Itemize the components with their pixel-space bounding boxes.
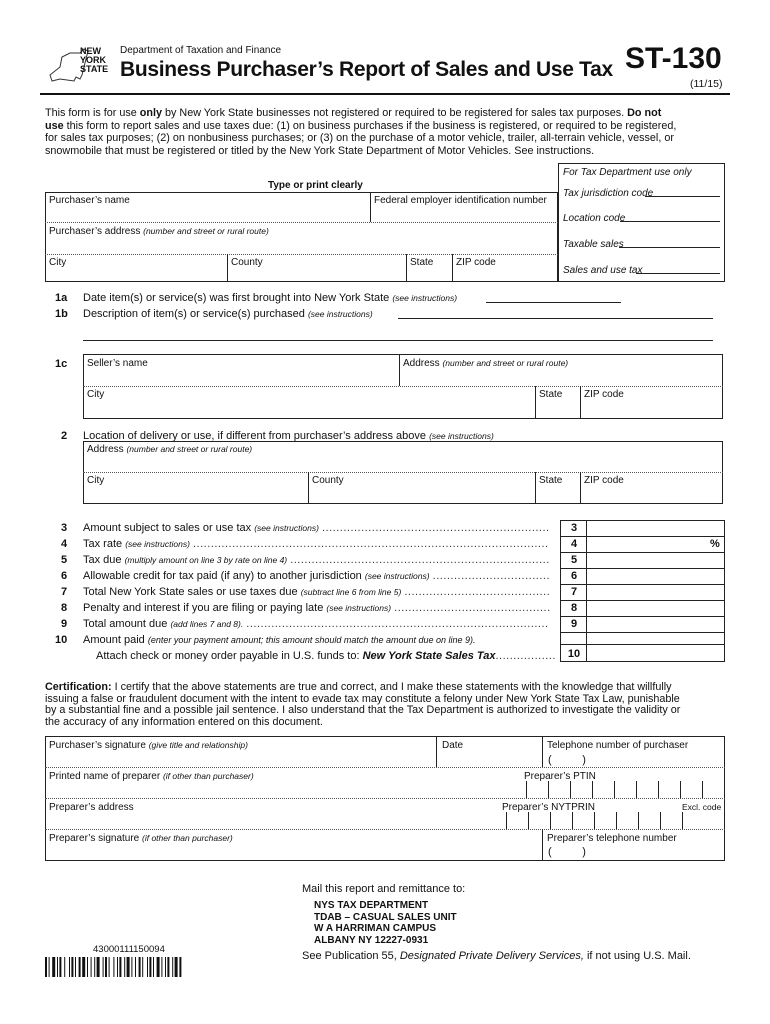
divider <box>83 472 723 473</box>
delivery-address-field[interactable] <box>87 444 252 455</box>
label: Preparer’s signature <box>49 833 140 844</box>
barcode-bar <box>142 957 143 977</box>
purchaser-phone-field[interactable]: ( ) <box>548 754 586 766</box>
publication-note <box>302 950 691 962</box>
barcode-bar <box>149 957 151 977</box>
line-text: Penalty and interest if you are filing or paying late (see instructions) ............................................ <box>83 602 551 614</box>
pub-title: Designated Private Delivery Services, <box>399 950 584 962</box>
delivery-city-field[interactable]: City <box>87 475 105 486</box>
line-number: 5 <box>61 554 68 566</box>
box-number: 8 <box>570 602 578 614</box>
intro-text: this form to report sales and use taxes due: (1) on business purchases if the business is registered, or required to be registered, <box>63 119 677 132</box>
line-text: Total New York State sales or use taxes due (subtract line 6 from line 5) ......................................... <box>83 586 551 598</box>
purchaser-address-field[interactable] <box>49 226 269 237</box>
line-text: Tax due (multiply amount on line 3 by rate on line 4) ......................................................................... <box>83 554 550 566</box>
barcode-bar <box>135 957 136 977</box>
barcode-bar <box>79 957 81 977</box>
purchaser-county-field[interactable]: County <box>231 257 263 268</box>
line-text: Tax rate (see instructions) .................................................................................................... <box>83 538 549 550</box>
form-number: ST-130 <box>625 42 722 75</box>
divider <box>406 254 407 282</box>
label: Tax due <box>83 554 122 566</box>
cert-label: Certification: <box>45 681 112 693</box>
address-line: W A HARRIMAN CAMPUS <box>314 923 437 934</box>
label: Date item(s) or service(s) was first brought into New York State <box>83 292 390 304</box>
label: Allowable credit for tax paid (if any) to another jurisdiction <box>83 570 362 582</box>
barcode-icon <box>45 957 220 977</box>
box-number: 10 <box>567 648 581 660</box>
divider <box>227 254 228 282</box>
dept-field-jurisdiction: Tax jurisdiction code <box>563 188 654 199</box>
char-box-divider[interactable] <box>528 812 529 829</box>
logo-text-new: NEW <box>80 46 101 56</box>
barcode-bar <box>147 957 148 977</box>
divider <box>83 386 723 387</box>
ptin-label: Preparer’s PTIN <box>524 771 596 782</box>
address-line: ALBANY NY 12227-0931 <box>314 934 429 946</box>
barcode-bar <box>45 957 47 977</box>
char-box-divider[interactable] <box>638 812 639 829</box>
line-1a-input[interactable] <box>486 302 621 303</box>
dept-field-sales-use-tax: Sales and use tax <box>563 265 643 276</box>
intro-paragraph <box>45 107 676 157</box>
nys-logo <box>40 45 120 85</box>
line-1b-input-continued[interactable] <box>83 340 713 341</box>
barcode-bar <box>157 957 160 977</box>
purchaser-signature-field[interactable] <box>49 740 248 751</box>
printed-name-field[interactable] <box>49 771 254 782</box>
divider <box>535 386 536 419</box>
seller-address-field[interactable] <box>403 358 568 369</box>
dept-field-location: Location code <box>563 213 626 224</box>
label: Tax rate <box>83 538 123 550</box>
line-number: 6 <box>61 570 68 582</box>
line-number: 3 <box>61 522 68 534</box>
amount-field-10[interactable] <box>587 644 724 661</box>
box-number: 5 <box>570 554 578 566</box>
divider <box>542 736 543 767</box>
intro-do-not: Do not <box>627 107 662 119</box>
divider <box>535 472 536 504</box>
barcode-number: 43000111150094 <box>93 944 165 955</box>
hint: (number and street or rural route) <box>126 444 253 454</box>
line-number: 9 <box>61 618 68 630</box>
label: Address <box>87 444 124 455</box>
barcode-bar <box>69 957 70 977</box>
date-field[interactable]: Date <box>442 740 464 751</box>
header-rule <box>40 93 730 95</box>
mail-intro: Mail this report and remittance to: <box>302 883 466 895</box>
char-box-divider[interactable] <box>572 812 573 829</box>
barcode-bar <box>161 957 162 977</box>
barcode-bar <box>139 957 141 977</box>
barcode-bar <box>64 957 65 977</box>
barcode-bar <box>127 957 130 977</box>
dept-field-line[interactable] <box>645 196 720 197</box>
divider <box>308 472 309 504</box>
form-title: Business Purchaser’s Report of Sales and Use Tax <box>120 58 613 81</box>
line-number: 1c <box>55 358 68 370</box>
char-box-divider[interactable] <box>614 781 615 798</box>
cert-text: the accuracy of any information entered on this document. <box>45 715 323 728</box>
line-text: Amount subject to sales or use tax (see instructions) ................................................................ <box>83 522 550 534</box>
logo-text-state: STATE <box>80 64 109 74</box>
label: Location of delivery or use, if different from purchaser’s address above <box>83 430 427 442</box>
label: if not using U.S. Mail. <box>583 950 691 962</box>
line-number: 4 <box>61 538 68 550</box>
label: Penalty and interest if you are filing or paying late <box>83 602 324 614</box>
hint: (if other than purchaser) <box>142 833 233 843</box>
hint: (see instructions) <box>254 523 319 533</box>
delivery-zip-field[interactable]: ZIP code <box>584 475 624 486</box>
dept-field-line[interactable] <box>619 247 720 248</box>
line-10-attach: Attach check or money order payable in U.S. funds to: New York State Sales Tax................. <box>96 650 556 662</box>
label: See Publication 55, <box>302 950 400 962</box>
hint: (multiply amount on line 3 by rate on line 4) <box>124 555 288 565</box>
char-box-divider[interactable] <box>658 781 659 798</box>
barcode-bar <box>109 957 110 977</box>
divider <box>542 829 543 861</box>
label: Purchaser’s signature <box>49 740 146 751</box>
address-line: TDAB – CASUAL SALES UNIT <box>314 911 457 923</box>
barcode-bar <box>153 957 154 977</box>
purchaser-zip-field[interactable]: ZIP code <box>456 257 496 268</box>
label: Address <box>403 358 440 369</box>
barcode-bar <box>82 957 85 977</box>
label: Total amount due <box>83 618 168 630</box>
hint: (see instructions) <box>125 539 190 549</box>
char-box-divider[interactable] <box>636 781 637 798</box>
line-number: 8 <box>61 602 68 614</box>
purchaser-name-field[interactable]: Purchaser’s name <box>49 195 130 206</box>
hint: (subtract line 6 from line 5) <box>300 587 402 597</box>
line-text: Allowable credit for tax paid (if any) to another jurisdiction (see instructions) ................................. <box>83 570 551 582</box>
delivery-county-field[interactable]: County <box>312 475 344 486</box>
char-box-divider[interactable] <box>550 812 551 829</box>
department-name: Department of Taxation and Finance <box>120 45 282 56</box>
hint: (see instructions) <box>326 603 392 613</box>
nytprin-label: Preparer’s NYTPRIN <box>502 802 595 813</box>
char-box-divider[interactable] <box>570 781 571 798</box>
delivery-state-field[interactable]: State <box>539 475 563 486</box>
preparer-phone-field[interactable]: ( ) <box>548 846 586 858</box>
percent-sign: % <box>710 538 720 550</box>
hint: (see instructions) <box>307 309 373 319</box>
hint: (if other than purchaser) <box>162 771 254 781</box>
char-box-divider[interactable] <box>594 812 595 829</box>
barcode-bar <box>124 957 125 977</box>
divider <box>436 736 437 767</box>
label: Amount paid <box>83 634 145 646</box>
char-box-divider[interactable] <box>592 781 593 798</box>
dept-field-line[interactable] <box>636 273 720 274</box>
cert-text: I certify that the above statements are true and correct, and I make these statements with the knowledge that willfully <box>111 681 672 693</box>
barcode-bar <box>71 957 73 977</box>
dept-use-title: For Tax Department use only <box>563 167 692 178</box>
divider <box>45 767 725 768</box>
barcode-bar <box>167 957 169 977</box>
barcode-bar <box>52 957 55 977</box>
preparer-signature-field[interactable] <box>49 833 233 844</box>
barcode-bar <box>91 957 92 977</box>
divider <box>45 222 558 223</box>
line-number: 2 <box>61 430 68 442</box>
divider <box>370 192 371 222</box>
barcode-bar <box>117 957 118 977</box>
divider <box>580 472 581 504</box>
barcode-bar <box>87 957 88 977</box>
line-number: 10 <box>55 634 68 646</box>
logo-text-york: YORK <box>80 55 107 65</box>
intro-only: only <box>139 107 162 119</box>
barcode-bar <box>105 957 107 977</box>
divider <box>586 520 587 662</box>
barcode-bar <box>57 957 58 977</box>
line-number: 1b <box>55 308 68 320</box>
intro-use: use <box>45 119 64 132</box>
box-number: 7 <box>570 586 578 598</box>
cert-text: by a substantial fine and a possible jail sentence. I also understand that the Tax Department is authorized to investigate the validity or <box>45 704 681 716</box>
label: Description of item(s) or service(s) purchased <box>83 308 305 320</box>
barcode-bar <box>59 957 61 977</box>
mailing-address <box>314 900 457 946</box>
preparer-address-field[interactable]: Preparer’s address <box>49 802 134 813</box>
form-revision: (11/15) <box>690 78 723 90</box>
barcode-bar <box>94 957 95 977</box>
char-box-divider[interactable] <box>680 781 681 798</box>
divider <box>45 254 558 255</box>
certification-text <box>45 682 680 728</box>
dept-field-taxable-sales: Taxable sales <box>563 239 624 250</box>
barcode-bar <box>75 957 76 977</box>
char-box-divider[interactable] <box>682 812 683 829</box>
intro-text: by New York State businesses not registered or required to be registered for sales tax purposes. <box>162 107 628 119</box>
barcode-bar <box>49 957 50 977</box>
hint: (see instructions) <box>392 293 458 303</box>
char-box-divider[interactable] <box>702 781 703 798</box>
preparer-phone-label: Preparer’s telephone number <box>547 833 677 844</box>
char-box-divider[interactable] <box>660 812 661 829</box>
barcode-bar <box>113 957 114 977</box>
line-1b-text <box>83 308 373 320</box>
amount-column <box>560 520 725 662</box>
barcode-bar <box>172 957 173 977</box>
divider <box>452 254 453 282</box>
box-number: 9 <box>570 618 578 630</box>
cert-text: issuing a false or fraudulent document with the intent to evade tax may constitute a felony under New York State Tax Law, punishable <box>45 692 680 705</box>
purchaser-ein-field[interactable]: Federal employer identification number <box>374 195 547 206</box>
purchaser-phone-label: Telephone number of purchaser <box>547 740 689 751</box>
divider <box>399 354 400 386</box>
label: Attach check or money order payable in U.S. funds to: <box>96 650 363 662</box>
hint: (give title and relationship) <box>148 740 248 750</box>
divider <box>45 829 725 830</box>
box-number: 4 <box>570 538 578 550</box>
excl-code-field[interactable]: Excl. code <box>682 802 722 812</box>
barcode-bar <box>119 957 121 977</box>
line-1b-input[interactable] <box>398 318 713 319</box>
box-number: 3 <box>570 522 578 534</box>
line-10-text <box>83 634 476 646</box>
intro-text: This form is for use <box>45 107 140 119</box>
seller-zip-field[interactable]: ZIP code <box>584 389 624 400</box>
char-box-divider[interactable] <box>506 812 507 829</box>
dept-field-line[interactable] <box>620 221 720 222</box>
barcode-bar <box>179 957 181 977</box>
label: Printed name of preparer <box>49 771 161 782</box>
line-number: 1a <box>55 292 68 304</box>
purchaser-state-field[interactable]: State <box>410 257 434 268</box>
seller-state-field[interactable]: State <box>539 389 563 400</box>
payee: New York State Sales Tax <box>362 650 496 662</box>
seller-city-field[interactable]: City <box>87 389 105 400</box>
label: Purchaser’s address <box>49 226 141 237</box>
line-text: Total amount due (add lines 7 and 8). ..................................................................................... <box>83 618 549 630</box>
line-number: 7 <box>61 586 68 598</box>
barcode-bar <box>175 957 178 977</box>
barcode-bar <box>103 957 104 977</box>
barcode-bar <box>165 957 166 977</box>
hint: (enter your payment amount; this amount should match the amount due on line 9). <box>147 635 476 645</box>
intro-text: snowmobile that must be registered or titled by the New York State Department of Motor Vehicles. See instructions. <box>45 144 595 157</box>
char-box-divider[interactable] <box>526 781 527 798</box>
barcode-bar <box>97 957 100 977</box>
char-box-divider[interactable] <box>548 781 549 798</box>
purchaser-city-field[interactable]: City <box>49 257 67 268</box>
line-1a-text <box>83 292 457 304</box>
intro-text: for sales tax purposes; (2) on nonbusiness purchases; or (3) on the purchase of a motor vehicle, trailer, all-terrain vehicle, vessel, or <box>45 132 674 144</box>
box-number: 6 <box>570 570 578 582</box>
label: Amount subject to sales or use tax <box>83 522 252 534</box>
divider <box>45 798 725 799</box>
hint: (see instructions) <box>364 571 430 581</box>
hint: (number and street or rural route) <box>143 226 269 236</box>
type-print-clearly: Type or print clearly <box>268 180 363 191</box>
label: Total New York State sales or use taxes due <box>83 586 298 598</box>
address-line: NYS TAX DEPARTMENT <box>314 900 429 911</box>
hint: (number and street or rural route) <box>442 358 569 368</box>
seller-name-field[interactable]: Seller’s name <box>87 358 148 369</box>
hint: (see instructions) <box>429 431 494 441</box>
hint: (add lines 7 and 8). <box>170 619 244 629</box>
divider <box>580 386 581 419</box>
barcode-bar <box>131 957 132 977</box>
char-box-divider[interactable] <box>616 812 617 829</box>
